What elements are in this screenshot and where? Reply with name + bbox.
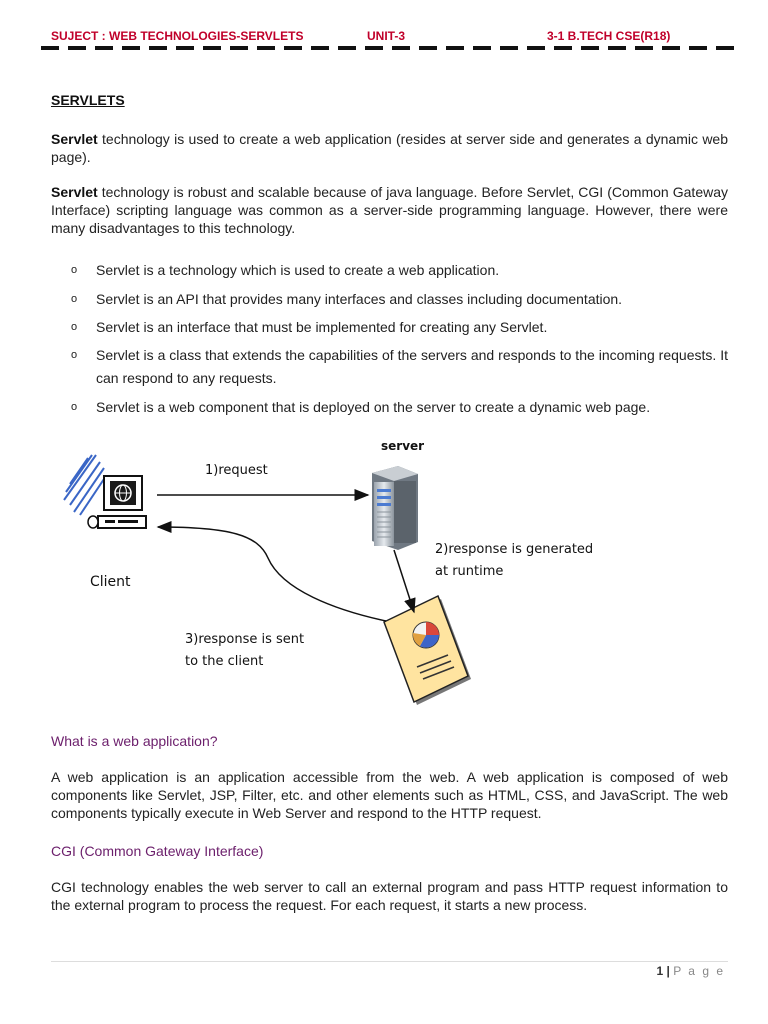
client-computer-icon	[64, 455, 146, 528]
list-item-text: Servlet is a technology which is used to create a web application.	[96, 262, 500, 278]
footer-divider	[51, 961, 728, 962]
response-generated-arrow	[394, 550, 414, 612]
header-course: 3-1 B.TECH CSE(R18)	[547, 29, 671, 43]
web-application-heading: What is a web application?	[51, 733, 218, 749]
list-item-text: Servlet is a web component that is deployed on the server to create a dynamic web page.	[96, 399, 651, 415]
bullet-marker: o	[71, 321, 78, 333]
intro-text: technology is used to create a web application (resides at server side and generates a dynamic web page).	[51, 131, 728, 165]
page-title: SERVLETS	[51, 92, 125, 108]
list-item-text: Servlet is an interface that must be implemented for creating any Servlet.	[96, 319, 548, 335]
response-sent-label	[185, 629, 304, 673]
bullet-marker: o	[71, 264, 78, 276]
client-label: Client	[90, 574, 131, 590]
web-application-paragraph: A web application is an application accessible from the web. A web application is composed of web components like Servlet, JSP, Filter, etc. and other elements such as HTML, CSS, and JavaScript. The web components typically execute in Web Server and respond to the HTTP request.	[51, 769, 728, 821]
bullet-marker: o	[71, 293, 78, 305]
bullet-marker: o	[71, 401, 78, 413]
response-generated-label	[435, 539, 593, 583]
header-subject: SUJECT : WEB TECHNOLOGIES-SERVLETS	[51, 29, 304, 43]
list-item-text: Servlet is an API that provides many interfaces and classes including documentation.	[96, 291, 623, 307]
response-sent-line-2: to the client	[185, 654, 264, 669]
response-sent-arrow	[158, 527, 386, 621]
cgi-heading: CGI (Common Gateway Interface)	[51, 843, 264, 859]
intro-bold-term: Servlet	[51, 184, 98, 200]
intro-text: technology is robust and scalable because of java language. Before Servlet, CGI (Common Gateway Interface) scripting language was common as a server-side programming language. However, there were many disadvantages to this technology.	[51, 184, 728, 236]
response-generated-line-1: 2)response is generated	[435, 542, 594, 557]
document-page-icon	[384, 596, 471, 705]
server-label: server	[381, 439, 425, 453]
page-footer	[656, 964, 725, 978]
request-label: 1)request	[205, 463, 268, 478]
bullet-marker: o	[71, 349, 78, 361]
response-sent-line-1: 3)response is sent	[185, 632, 305, 647]
server-tower-icon	[372, 466, 418, 550]
cgi-paragraph: CGI technology enables the web server to call an external program and pass HTTP request information to the external program to process the request. For each request, it starts a new process.	[51, 879, 728, 913]
response-generated-line-2: at runtime	[435, 564, 504, 579]
list-item-text: Servlet is a class that extends the capabilities of the servers and responds to the incoming requests. It can respond to any requests.	[96, 347, 728, 386]
footer-separator: |	[666, 964, 670, 978]
page-word: P a g e	[673, 964, 725, 978]
header-unit: UNIT-3	[367, 29, 406, 43]
intro-bold-term: Servlet	[51, 131, 98, 147]
page-number: 1	[656, 964, 664, 978]
